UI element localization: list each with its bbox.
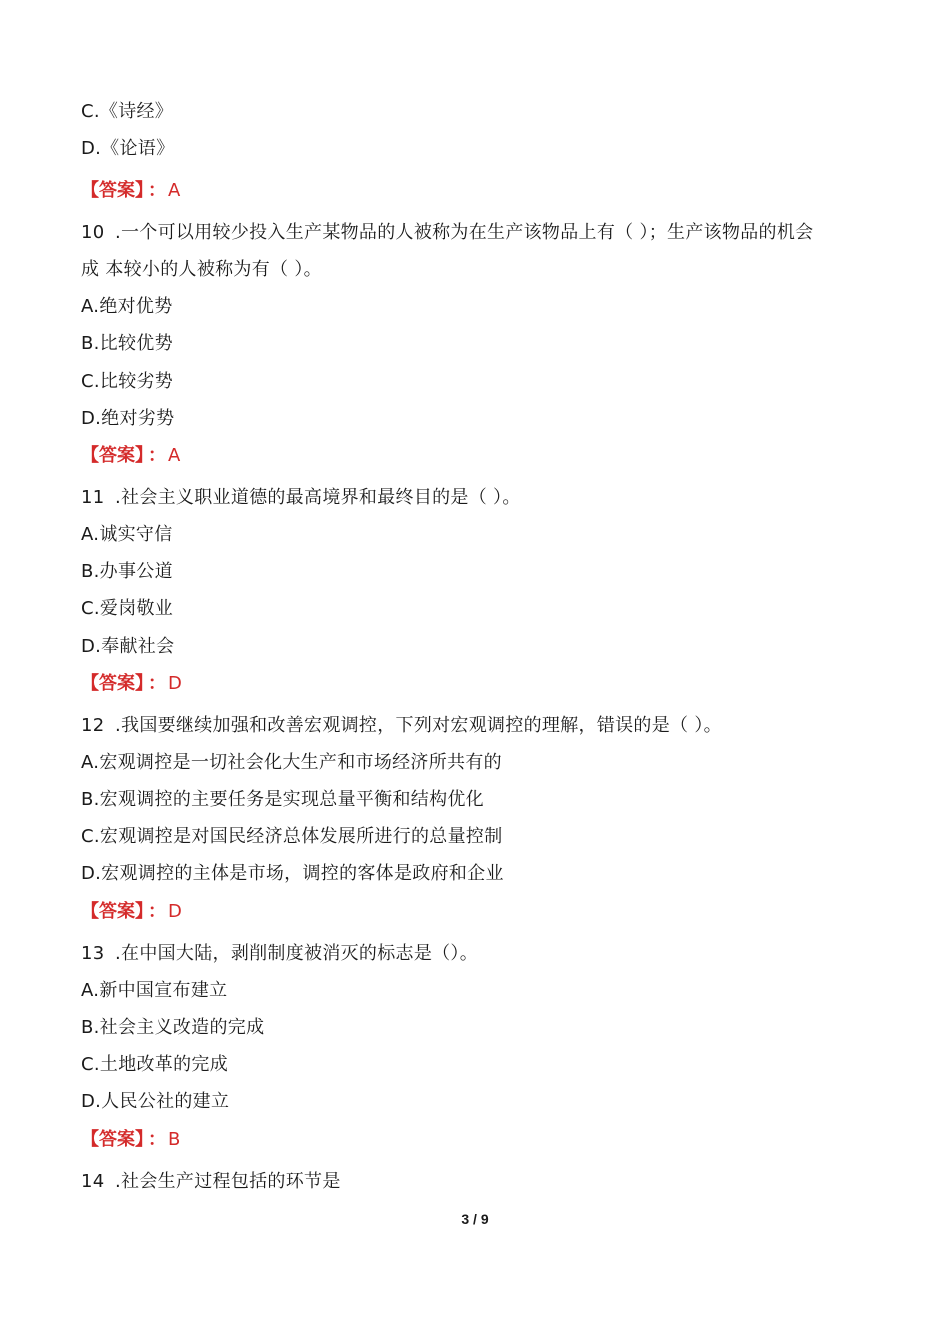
option-b: B.办事公道	[81, 561, 173, 582]
answer-line	[81, 1128, 180, 1152]
page-indicator: 3 / 9	[461, 1211, 489, 1227]
answer-value: A	[168, 180, 181, 201]
option-d: D.奉献社会	[81, 636, 175, 657]
answer-label: 【答案】	[81, 673, 144, 694]
answer-label: 【答案】	[81, 445, 144, 466]
option-a: A.绝对优势	[81, 296, 173, 317]
option-c: C.比较劣势	[81, 371, 174, 392]
option-c: C.爱岗敬业	[81, 598, 174, 619]
question-10-stem-cont: 成 本较小的人被称为有（ ）。	[81, 259, 322, 280]
answer-colon: ：	[148, 1129, 166, 1150]
option-b: B.比较优势	[81, 333, 173, 354]
answer-line	[81, 444, 180, 468]
question-text: .社会主义职业道德的最高境界和最终目的是（ ）。	[115, 487, 521, 508]
answer-colon: ：	[148, 445, 166, 466]
answer-line	[81, 900, 182, 924]
option-a: A.新中国宣布建立	[81, 980, 228, 1001]
option-c: C.土地改革的完成	[81, 1054, 228, 1075]
option-a: A.诚实守信	[81, 524, 173, 545]
answer-line	[81, 672, 182, 696]
question-text: .我国要继续加强和改善宏观调控，下列对宏观调控的理解，错误的是（ ）。	[115, 715, 722, 736]
answer-label: 【答案】	[81, 1129, 144, 1150]
question-number: 10	[81, 222, 105, 243]
answer-label: 【答案】	[81, 901, 144, 922]
question-number: 11	[81, 487, 105, 508]
answer-line	[81, 179, 180, 203]
answer-value: D	[168, 673, 182, 694]
answer-colon: ：	[148, 901, 166, 922]
option-a: A.宏观调控是一切社会化大生产和市场经济所共有的	[81, 752, 502, 773]
question-13-stem	[81, 942, 478, 966]
question-number: 12	[81, 715, 105, 736]
question-14-stem	[81, 1170, 341, 1194]
question-12-stem	[81, 714, 722, 738]
question-10-stem	[81, 221, 813, 245]
option-d: D.人民公社的建立	[81, 1091, 230, 1112]
question-text: .在中国大陆，剥削制度被消灭的标志是（）。	[115, 943, 479, 964]
answer-value: A	[168, 445, 181, 466]
answer-value: D	[168, 901, 182, 922]
question-11-stem	[81, 486, 521, 510]
answer-colon: ：	[148, 180, 166, 201]
answer-colon: ：	[148, 673, 166, 694]
option-b: B.宏观调控的主要任务是实现总量平衡和结构优化	[81, 789, 484, 810]
question-number: 14	[81, 1171, 105, 1192]
answer-value: B	[168, 1129, 181, 1150]
answer-label: 【答案】	[81, 180, 144, 201]
question-number: 13	[81, 943, 105, 964]
option-d: D.宏观调控的主体是市场，调控的客体是政府和企业	[81, 863, 504, 884]
option-c: C.《诗经》	[81, 101, 174, 122]
option-c: C.宏观调控是对国民经济总体发展所进行的总量控制	[81, 826, 503, 847]
question-text: .一个可以用较少投入生产某物品的人被称为在生产该物品上有（ ）；生产该物品的机会	[115, 222, 814, 243]
option-b: B.社会主义改造的完成	[81, 1017, 265, 1038]
option-d: D.《论语》	[81, 138, 175, 159]
option-d: D.绝对劣势	[81, 408, 175, 429]
question-text: .社会生产过程包括的环节是	[115, 1171, 341, 1192]
